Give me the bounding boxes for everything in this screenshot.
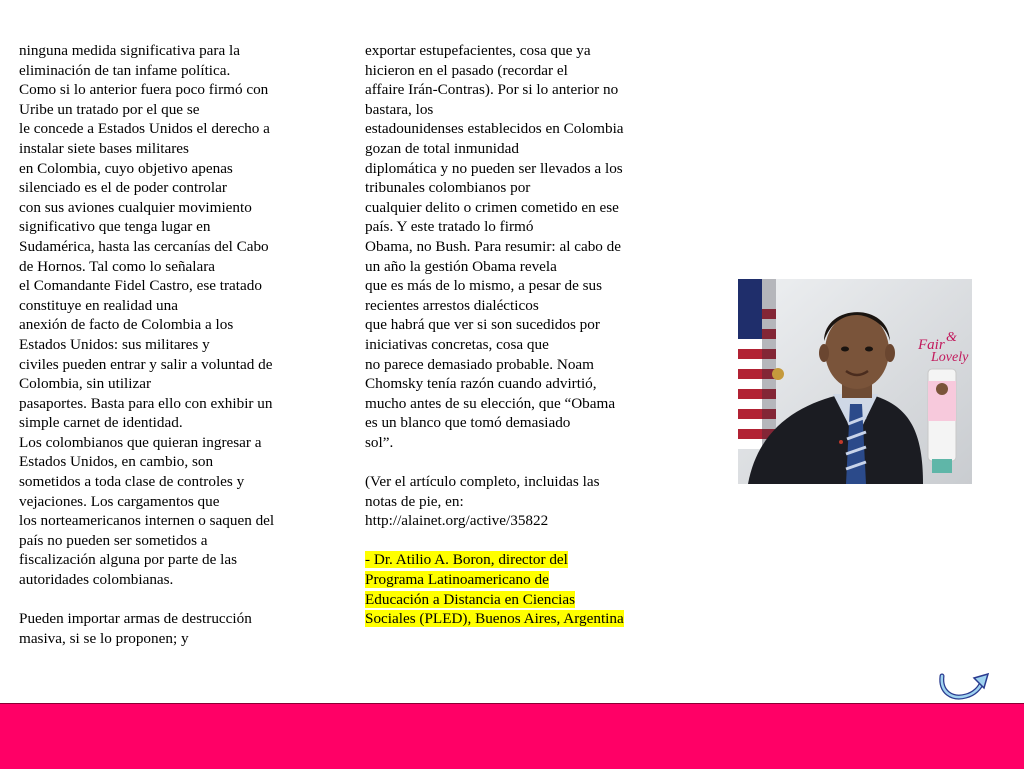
text-line: masiva, si se lo proponen; y xyxy=(19,629,189,647)
text-line: exportar estupefacientes, cosa que ya xyxy=(365,42,591,59)
return-button[interactable] xyxy=(936,670,990,702)
signature-text: Educación a Distancia en Ciencias xyxy=(365,590,576,608)
signature-text: Sociales (PLED), Buenos Aires, Argentina xyxy=(365,610,624,628)
blank-line xyxy=(19,590,319,610)
text-line: Estados Unidos, en cambio, son xyxy=(19,453,214,471)
svg-text:Lovely: Lovely xyxy=(931,350,969,365)
text-line: ninguna medida significativa para la xyxy=(19,42,240,59)
signature-text: - Dr. Atilio A. Boron, director del xyxy=(365,551,568,569)
text-line: Obama, no Bush. Para resumir: al cabo de xyxy=(365,237,622,255)
text-line: fiscalización alguna por parte de las xyxy=(19,551,238,569)
text-line: mucho antes de su elección, que “Obama xyxy=(365,394,616,412)
text-line: le concede a Estados Unidos el derecho a xyxy=(19,120,270,138)
text-line: es un blanco que tomó demasiado xyxy=(365,414,571,432)
text-line: el Comandante Fidel Castro, ese tratado xyxy=(19,277,262,295)
text-line: que habrá que ver si son sucedidos por xyxy=(365,316,600,334)
text-line: hicieron en el pasado (recordar el xyxy=(365,61,568,79)
text-line: sometidos a toda clase de controles y xyxy=(19,473,245,491)
svg-text:Fair: Fair xyxy=(918,337,945,353)
text-line: gozan de total inmunidad xyxy=(365,139,519,157)
text-line: país no pueden ser sometidos a xyxy=(19,531,208,549)
text-line: que es más de lo mismo, a pesar de sus xyxy=(365,277,603,295)
text-line: sol”. xyxy=(365,433,394,451)
text-line: Estados Unidos: sus militares y xyxy=(19,335,210,353)
text-line: país. Y este tratado lo firmó xyxy=(365,218,534,236)
return-arrow-icon xyxy=(936,670,990,702)
signature-line xyxy=(365,570,665,590)
text-line: diplomática y no pueden ser llevados a los xyxy=(365,159,623,177)
obama-fair-lovely-photo xyxy=(738,279,972,484)
text-line: Pueden importar armas de destrucción xyxy=(19,610,252,628)
text-line: con sus aviones cualquier movimiento xyxy=(19,198,252,216)
footer-bar xyxy=(0,703,1024,769)
text-line: simple carnet de identidad. xyxy=(19,414,183,432)
text-line: los norteamericanos internen o saquen del xyxy=(19,512,275,530)
text-line: anexión de facto de Colombia a los xyxy=(19,316,234,334)
text-line: estadounidenses establecidos en Colombia xyxy=(365,120,624,138)
text-line: Uribe un tratado por el que se xyxy=(19,100,200,118)
text-line: constituye en realidad una xyxy=(19,296,178,314)
text-line: no parece demasiado probable. Noam xyxy=(365,355,594,373)
text-line: un año la gestión Obama revela xyxy=(365,257,557,275)
signature-text: Programa Latinoamericano de xyxy=(365,571,549,589)
text-line: pasaportes. Basta para ello con exhibir un xyxy=(19,394,273,412)
text-line: Colombia, sin utilizar xyxy=(19,375,152,393)
text-line: Como si lo anterior fuera poco firmó con xyxy=(19,81,269,99)
text-line: tribunales colombianos por xyxy=(365,179,531,197)
signature-line xyxy=(365,550,665,570)
text-line: recientes arrestos dialécticos xyxy=(365,296,539,314)
text-line: Chomsky tenía razón cuando advirtió, xyxy=(365,375,597,393)
text-line: de Hornos. Tal como lo señalara xyxy=(19,257,216,275)
signature-line xyxy=(365,609,665,629)
text-line: Los colombianos que quieran ingresar a xyxy=(19,433,262,451)
blank-line xyxy=(365,531,665,551)
text-line: notas de pie, en: xyxy=(365,492,464,510)
text-line: significativo que tenga lugar en xyxy=(19,218,211,236)
text-line: affaire Irán-Contras). Por si lo anterior no xyxy=(365,81,619,99)
text-line: autoridades colombianas. xyxy=(19,571,174,589)
text-line: eliminación de tan infame política. xyxy=(19,61,231,79)
text-line: vejaciones. Los cargamentos que xyxy=(19,492,220,510)
text-line: bastara, los xyxy=(365,100,434,118)
text-line: civiles pueden entrar y salir a voluntad de xyxy=(19,355,273,373)
text-line: instalar siete bases militares xyxy=(19,139,189,157)
text-line: Sudamérica, hasta las cercanías del Cabo xyxy=(19,237,269,255)
right-text-column xyxy=(365,41,665,629)
text-line: en Colombia, cuyo objetivo apenas xyxy=(19,159,233,177)
svg-text:&: & xyxy=(946,330,957,345)
blank-line xyxy=(365,452,665,472)
text-line: (Ver el artículo completo, incluidas las xyxy=(365,473,600,491)
text-line: iniciativas concretas, cosa que xyxy=(365,335,549,353)
text-line: cualquier delito o crimen cometido en ese xyxy=(365,198,619,216)
face xyxy=(825,313,889,389)
photo-illustration xyxy=(738,279,972,484)
left-text-column xyxy=(19,41,319,648)
text-line: silenciado es el de poder controlar xyxy=(19,179,227,197)
signature-line xyxy=(365,590,665,610)
text-line: http://alainet.org/active/35822 xyxy=(365,512,549,530)
